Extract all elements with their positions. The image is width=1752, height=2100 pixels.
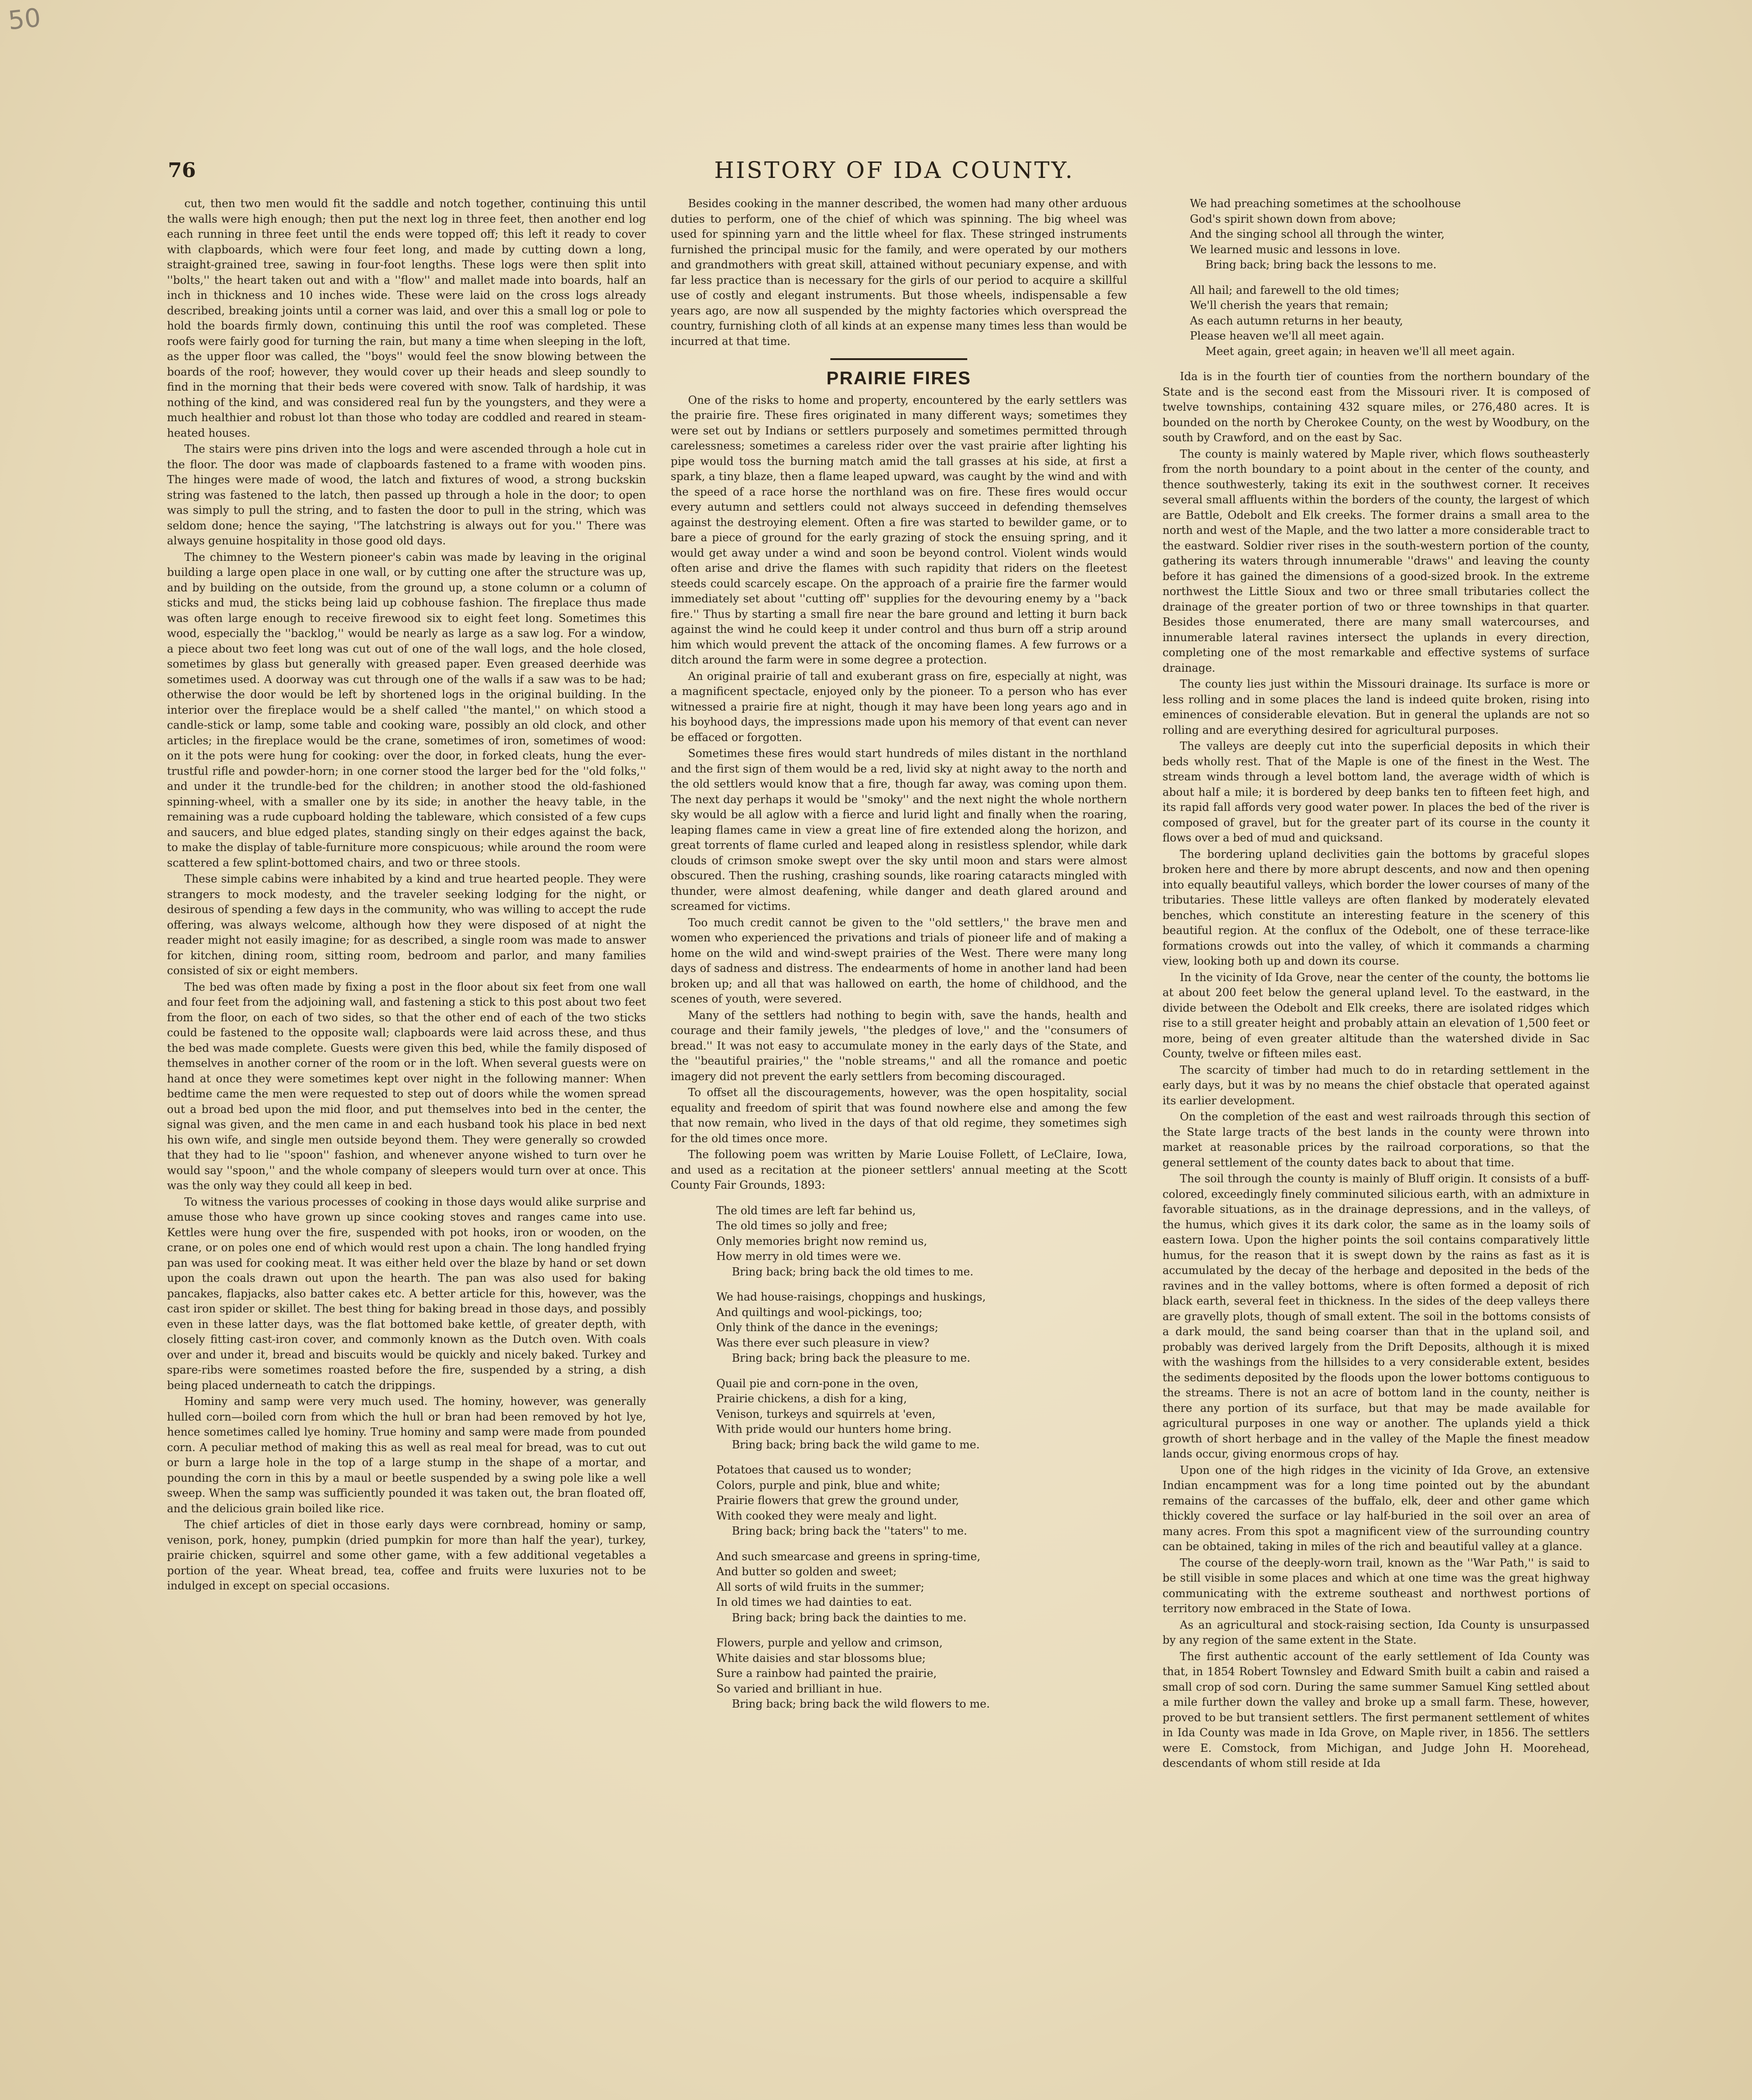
poem — [716, 1203, 1127, 1712]
paragraph: Hominy and samp were very much used. The hominy, however, was generally hulled corn—boiled corn from which the hull or bran had been removed by hot lye, hence sometimes called lye hominy. True hominy and samp were made from pounded corn. A peculiar method of making this as well as real meal for bread, was to cut out or burn a large hole in the top of a large stump in the shape of a mortar, and pounding the corn in this by a maul or beetle suspended by a swing pole like a well sweep. When the samp was sufficiently pounded it was taken out, the bran floated off, and the delicious grain boiled like rice. — [167, 1395, 646, 1515]
paragraph: cut, then two men would fit the saddle and notch together, continuing this until the walls were high enough; then put the next log in three feet, then another end log each running in three feet until the ends were topped off; this left it ready to cover with clapboards, which were four feet long, and made by cutting down a long, straight-grained tree, sawing in four-foot lengths. These logs were then split into ''bolts,'' the heart taken out and with a ''flow'' and mallet made into boards, half an inch in thickness and 10 inches wide. These were laid on the cross logs already described, breaking joints until a corner was laid, and over this a small log or pole to hold the boards firmly down, continuing this until the roof was completed. These roofs were fairly good for turning the rain, but many a time when sleeping in the loft, as the upper floor was called, the ''boys'' would feel the snow blowing between the boards of the roof; however, they would cover up their heads and sleep soundly to find in the morning that their beds were covered with snow. Talk of hardship, it was nothing of the kind, and was considered real fun by the youngsters, and they were a much healthier and robust lot than those who today are coddled and reared in steam-heated houses. — [167, 197, 646, 439]
paragraph: Upon one of the high ridges in the vicinity of Ida Grove, an extensive Indian encampment was for a long time pointed out by the abundant remains of the carcasses of the buffalo, elk, deer and other game which thickly covered the surface or lay half-buried in the soil over an area of many acres. From this spot a magnificent view of the surrounding country can be obtained, taking in miles of the rich and beautiful valley at a glance. — [1163, 1463, 1590, 1553]
poem-line: In old times we had dainties to eat. — [716, 1596, 912, 1609]
margin-annotation: 50 — [6, 3, 42, 36]
paragraph: In the vicinity of Ida Grove, near the center of the county, the bottoms lie at about 200 feet below the general upland level. To the eastward, in the divide between the Odebolt and Elk creeks, there are isolated ridges which rise to a still greater height and probably attain an elevation of 1,500 feet or more, being of even greater altitude than the watershed divide in Sac County, twelve or fifteen miles east. — [1163, 971, 1590, 1060]
section-title: PRAIRIE FIRES — [826, 368, 971, 388]
paragraph: The bed was often made by fixing a post in the floor about six feet from one wall and four feet from the adjoining wall, and fastening a stick to this post about two feet from the floor, on each of two sides, so that the other end of each of the two sticks could be fastened to the opposite wall; clapboards were laid across these, and thus the bed was made complete. Guests were given this bed, while the family disposed of themselves in another corner of the room or in the loft. When several guests were on hand at once they were sometimes kept over night in the following manner: When bedtime came the men were requested to step out of doors while the women spread out a broad bed upon the mid floor, and put themselves into bed in the center, the signal was given, and the men came in and each husband took his place in bed next his own wife, and single men outside beyond them. They were generally so crowded that they had to lie ''spoon'' fashion, and whenever anyone wished to turn over he would say ''spoon,'' and the whole company of sleepers would turn over at once. This was the only way they could all keep in bed. — [167, 980, 646, 1192]
poem-line: The old times are left far behind us, — [716, 1204, 916, 1217]
poem-stanza — [716, 1290, 1127, 1366]
paragraph: Besides cooking in the manner described, the women had many other arduous duties to perform, one of the chief of which was spinning. The big wheel was used for spinning yarn and the little wheel for flax. These stringed instruments furnished the principal music for the family, and were operated by our mothers and grandmothers with great skill, attained without pecuniary expense, and with far less practice than is necessary for the girls of our period to acquire a skillful use of costly and elegant instruments. But those wheels, indispensable a few years ago, are now all suspended by the mighty factories which overspread the country, furnishing cloth of all kinds at an expense many times less than would be incurred at that time. — [671, 197, 1127, 348]
poem-line: And butter so golden and sweet; — [716, 1565, 897, 1578]
poem-line: All hail; and farewell to the old times; — [1190, 283, 1399, 297]
paragraph: The course of the deeply-worn trail, known as the ''War Path,'' is said to be still visible in some places and which at one time was the great highway communicating with the extreme southeast and northwest portions of territory now embraced in the State of Iowa. — [1163, 1556, 1590, 1615]
poem-line: Please heaven we'll all meet again. — [1190, 329, 1385, 342]
paragraph: Sometimes these fires would start hundreds of miles distant in the northland and the first sign of them would be a red, livid sky at night away to the north and the old settlers would know that a fire, though far away, was coming upon them. The next day perhaps it would be ''smoky'' and the next night the whole northern sky would be all aglow with a fierce and lurid light and finally when the roaring, leaping flames came in view a great line of fire extended along the horizon, and great torrents of flame curled and leaped along in resistless splendor, while dark clouds of crimson smoke swept over the sky until moon and stars were almost obscured. Then the rushing, crashing sounds, like roaring cataracts mingled with thunder, were almost deafening, while danger and death glared around and screamed for victims. — [671, 747, 1127, 913]
section-rule — [830, 358, 967, 360]
middle-body — [671, 393, 1127, 1193]
poem-stanza — [716, 1463, 1127, 1539]
paragraph: The county is mainly watered by Maple river, which flows southeasterly from the north boundary to a point about in the center of the county, and thence southwesterly, taking its exit in the southwest corner. It receives several small affluents within the borders of the county, the largest of which are Battle, Odebolt and Elk creeks. The former drains a small area to the north and west of the Maple, and the two latter a more considerable tract to the eastward. Soldier river rises in the south-western portion of the county, gathering its waters through innumerable ''draws'' and leaving the county before it has gained the dimensions of a good-sized brook. In the extreme northwest the Little Sioux and two or three small tributaries collect the drainage of the greater portion of two or three townships in that quarter. Besides those enumerated, there are many small watercourses, and innumerable lateral ravines intersect the uplands in every direction, completing one of the most remarkable and effective systems of surface drainage. — [1163, 447, 1590, 674]
poem-line: We'll cherish the years that remain; — [1190, 299, 1389, 312]
poem-line: With pride would our hunters home bring. — [716, 1423, 952, 1436]
poem-line: We had house-raisings, choppings and huskings, — [716, 1290, 986, 1303]
paragraph: The chief articles of diet in those early days were cornbread, hominy or samp, venison, pork, honey, pumpkin (dried pumpkin for more than half the year), turkey, prairie chicken, squirrel and some other game, with a few additional vegetables a portion of the year. Wheat bread, tea, coffee and fruits were luxuries not to be indulged in except on special occasions. — [167, 1518, 646, 1592]
running-head: HISTORY OF IDA COUNTY. — [714, 157, 1074, 183]
poem-stanza — [716, 1376, 1127, 1453]
poem-line: How merry in old times were we. — [716, 1250, 902, 1263]
poem-line: Colors, purple and pink, blue and white; — [716, 1478, 940, 1492]
poem-stanza — [716, 1635, 1127, 1712]
paragraph: The stairs were pins driven into the logs and were ascended through a hole cut in the floor. The door was made of clapboards fastened to a frame with wooden pins. The hinges were made of wood, the latch and fixtures of wood, a strong buckskin string was fastened to the latch, then passed up through a hole in the door; to open was simply to pull the string, and to fasten the door to pull in the string, which was seldom done; hence the saying, ''The latchstring is always out for you.'' There was always genuine hospitality in those good old days. — [167, 443, 646, 547]
paragraph: Too much credit cannot be given to the ''old settlers,'' the brave men and women who experienced the privations and trials of pioneer life and of making a home on the wild and wind-swept prairies of the West. There were many long days of sadness and distress. The endearments of home in another land had been broken up; and all that was hallowed on earth, the home of childhood, and the scenes of youth, were severed. — [671, 916, 1127, 1005]
paragraph: Ida is in the fourth tier of counties from the northern boundary of the State and is the second east from the Missouri river. It is composed of twelve townships, containing 432 square miles, or 276,480 acres. It is bounded on the north by Cherokee County, on the west by Woodbury, on the south by Crawford, and on the east by Sac. — [1163, 370, 1590, 444]
poem-line: White daisies and star blossoms blue; — [716, 1651, 926, 1665]
poem-line: Bring back; bring back the ''taters'' to me. — [732, 1525, 967, 1537]
poem-line: Bring back; bring back the wild game to me. — [732, 1438, 980, 1451]
poem-line: And such smearcase and greens in spring-time, — [716, 1550, 980, 1563]
poem-line: We learned music and lessons in love. — [1190, 243, 1401, 256]
paragraph: These simple cabins were inhabited by a kind and true hearted people. They were strangers to mock modesty, and the traveler seeking lodging for the night, or desirous of spending a few days in the community, who was willing to accept the rude offering, was always welcome, although how they were disposed of at night the reader might not easily imagine; for as described, a single room was made to answer for kitchen, dining room, sitting room, bedroom and parlor, and many families consisted of six or eight members. — [167, 872, 646, 977]
poem-stanza — [716, 1549, 1127, 1626]
paragraph: On the completion of the east and west railroads through this section of the State large tracts of the best lands in the county were thrown into market at reasonable prices by the railroad corporations, so that the general settlement of the county dates back to about that time. — [1163, 1110, 1590, 1169]
poem-line: Meet again, greet again; in heaven we'll all meet again. — [1205, 345, 1515, 358]
poem-stanza — [716, 1203, 1127, 1280]
paragraph: One of the risks to home and property, encountered by the early settlers was the prairie fire. These fires originated in many different ways; sometimes they were set out by Indians or settlers purposely and sometimes permitted through carelessness; sometimes a careless rider over the vast prairie after lighting his pipe would toss the burning match amid the tall grasses at his side, at first a spark, a tiny blaze, then a flame leaped upward, was caught by the wind and with the speed of a race horse the northland was on fire. These fires would occur every autumn and settlers could not always succeed in defending themselves against the destroying element. Often a fire was started to bewilder game, or to bare a piece of ground for the early grazing of stock the ensuing spring, and it would get away under a wind and soon be beyond control. Violent winds would often arise and drive the flames with such rapidity that riders on the fleetest steeds could scarcely escape. On the approach of a prairie fire the farmer would immediately set about ''cutting off'' supplies for the devouring enemy by a ''back fire.'' Thus by starting a small fire near the bare ground and letting it burn back against the wind he could keep it under control and thus burn off a strip around him which would prevent the attack of the oncoming flames. A few furrows or a ditch around the farm were in some degree a protection. — [671, 393, 1127, 666]
paragraph: The scarcity of timber had much to do in retarding settlement in the early days, but it was by no means the chief obstacle that operated against its earlier development. — [1163, 1063, 1590, 1107]
paragraph: The bordering upland declivities gain the bottoms by graceful slopes broken here and there by more abrupt descents, and now and then opening into equally beautiful valleys, which border the lower courses of many of the tributaries. These little valleys are often flanked by moderately elevated benches, which constitute an interesting feature in the scenery of this beautiful region. At the conflux of the Odebolt, one of these terrace-like formations crowds out into the valley, of which it commands a charming view, looking both up and down its course. — [1163, 847, 1590, 967]
poem-line: So varied and brilliant in hue. — [716, 1682, 882, 1695]
paragraph: Many of the settlers had nothing to begin with, save the hands, health and courage and their family jewels, ''the pledges of love,'' and the ''consumers of bread.'' It was not easy to accumulate money in the early days of the State, and the ''beautiful prairies,'' the ''noble streams,'' and all the romance and poetic imagery did not prevent the early settlers from becoming discouraged. — [671, 1008, 1127, 1083]
poem-line: Bring back; bring back the lessons to me. — [1205, 258, 1437, 271]
poem-line: Quail pie and corn-pone in the oven, — [716, 1377, 919, 1390]
poem-line: As each autumn returns in her beauty, — [1190, 314, 1403, 327]
poem-line: The old times so jolly and free; — [716, 1219, 888, 1232]
paragraph: The soil through the county is mainly of Bluff origin. It consists of a buff-colored, exceedingly finely comminuted silicious earth, with an admixture in favorable situations, as in the drainage depressions, and in the valleys, of the humus, which gives it its dark color, the same as in the loamy soils of eastern Iowa. Upon the higher points the soil contains comparatively little humus, for the reason that it is swept down by the rains as fast as it is accumulated by the decay of the herbage and deposited in the beds of the ravines and in the valley bottoms, where is often formed a deposit of rich black earth, several feet in thickness. In the sides of the deep valleys there are gravelly plots, though of small extent. The soil in the bottoms consists of a dark mould, the sand being coarser than that in the upland soil, and probably was derived largely from the Drift Deposits, although it is mixed with the washings from the hillsides to a very considerable extent, besides the sediments deposited by the floods upon the lower bottoms contiguous to the streams. There is not an acre of bottom land in the county, neither is there any portion of its surface, but that may be made available for agricultural purposes in one way or another. The uplands yield a thick growth of short herbage and in the valley of the Maple the finest meadow lands occur, giving enormous crops of hay. — [1163, 1172, 1590, 1460]
poem-line: Bring back; bring back the old times to me. — [732, 1265, 974, 1278]
poem-line: Bring back; bring back the pleasure to me. — [732, 1352, 970, 1364]
poem-line: Bring back; bring back the wild flowers to me. — [732, 1698, 990, 1710]
paragraph: The chimney to the Western pioneer's cabin was made by leaving in the original building a large open place in one wall, or by cutting one after the structure was up, and by building on the outside, from the ground up, a stone column or a column of sticks and mud, the sticks being laid up cobhouse fashion. The fireplace thus made was often large enough to receive firewood six to eight feet long. Sometimes this wood, especially the ''backlog,'' would be nearly as large as a saw log. For a window, a piece about two feet long was cut out of one of the wall logs, and the hole closed, sometimes by glass but generally with greased paper. Even greased deerhide was sometimes used. A doorway was cut through one of the walls if a saw was to be had; otherwise the door would be left by shortened logs in the original building. In the interior over the fireplace would be a shelf called ''the mantel,'' on which stood a candle-stick or lamp, some table and cooking ware, possibly an old clock, and other articles; in the fireplace would be the crane, sometimes of iron, sometimes of wood: on it the pots were hung for cooking: over the door, in forked cleats, hung the ever-trustful rifle and powder-horn; in one corner stood the larger bed for the ''old folks,'' and under it the trundle-bed for the children; in another stood the old-fashioned spinning-wheel, with a smaller one by its side; in another the heavy table, in the remaining was a rude cupboard holding the tableware, which consisted of a few cups and saucers, and blue edged plates, standing singly on their edges against the back, to make the display of table-furniture more conspicuous; while around the room were scattered a few splint-bottomed chairs, and two or three stools. — [167, 550, 646, 869]
page-number: 76 — [168, 159, 196, 182]
paragraph: To offset all the discouragements, however, was the open hospitality, social equality and freedom of spirit that was found nowhere else and among the few that now remain, who lived in the days of that old regime, they sometimes sigh for the old times once more. — [671, 1086, 1127, 1145]
paragraph: The first authentic account of the early settlement of Ida County was that, in 1854 Robert Townsley and Edward Smith built a cabin and raised a small crop of sod corn. During the same summer Samuel King settled about a mile further down the valley and broke up a small farm. These, however, proved to be but transient settlers. The first permanent settlement of whites in Ida County was made in Ida Grove, on Maple river, in 1856. The settlers were E. Comstock, from Michigan, and Judge John H. Moorehead, descendants of whom still reside at Ida — [1163, 1650, 1590, 1770]
poem-line: And the singing school all through the winter, — [1190, 228, 1445, 240]
middle-column — [671, 196, 1127, 1722]
poem-line: All sorts of wild fruits in the summer; — [716, 1580, 924, 1593]
poem-line: Potatoes that caused us to wonder; — [716, 1463, 912, 1476]
middle-intro — [671, 196, 1127, 349]
poem-line: Sure a rainbow had painted the prairie, — [716, 1667, 937, 1680]
poem-line: We had preaching sometimes at the schoolhouse — [1190, 197, 1461, 210]
poem-stanza — [1190, 283, 1590, 360]
poem-line: Was there ever such pleasure in view? — [716, 1336, 930, 1349]
poem-line: Prairie chickens, a dish for a king, — [716, 1392, 907, 1405]
paragraph: The county lies just within the Missouri drainage. Its surface is more or less rolling and in some places the land is indeed quite broken, rising into eminences of considerable elevation. But in general the uplands are not so rolling and are everything desired for agricultural purposes. — [1163, 678, 1590, 737]
paragraph: The following poem was written by Marie Louise Follett, of LeClaire, Iowa, and used as a recitation at the pioneer settlers' annual meeting at the Scott County Fair Grounds, 1893: — [671, 1148, 1127, 1191]
poem-line: Only memories bright now remind us, — [716, 1234, 928, 1248]
paragraph: To witness the various processes of cooking in those days would alike surprise and amuse those who have grown up since cooking stoves and ranges came into use. Kettles were hung over the fire, suspended with pot hooks, iron or wooden, on the crane, or on poles one end of which would rest upon a chain. The long handled frying pan was used for cooking meat. It was either held over the blaze by hand or set down upon the coals drawn out upon the hearth. The pan was also used for baking pancakes, flapjacks, also batter cakes etc. A better article for this, however, was the cast iron spider or skillet. The best thing for baking bread in those days, and possibly even in these latter days, was the flat bottomed bake kettle, of greater depth, with closely fitting cast-iron cover, and commonly known as the Dutch oven. With coals over and under it, bread and biscuits would be quickly and nicely baked. Turkey and spare-ribs were sometimes roasted before the fire, suspended by a string, a dish being placed underneath to catch the drippings. — [167, 1195, 646, 1392]
left-column — [167, 196, 646, 1595]
poem-continued — [1190, 196, 1590, 359]
poem-line: Venison, turkeys and squirrels at 'even, — [716, 1407, 936, 1421]
paragraph: An original prairie of tall and exuberant grass on fire, especially at night, was a magnificent spectacle, enjoyed only by the pioneer. To a person who has ever witnessed a prairie fire at night, though it may have been long years ago and in his boyhood days, the impressions made upon his memory of that event can never be effaced or forgotten. — [671, 669, 1127, 744]
poem-line: And quiltings and wool-pickings, too; — [716, 1306, 923, 1319]
paragraph: The valleys are deeply cut into the superficial deposits in which their beds wholly rest. That of the Maple is one of the finest in the West. The stream winds through a level bottom land, the average width of which is about half a mile; it is bordered by deep banks ten to fifteen feet high, and its rapid fall affords very good water power. In places the bed of the river is composed of gravel, but for the greater part of its course in the county it flows over a bed of mud and quicksand. — [1163, 740, 1590, 844]
poem-line: Flowers, purple and yellow and crimson, — [716, 1636, 943, 1649]
right-body — [1163, 369, 1590, 1771]
poem-line: Only think of the dance in the evenings; — [716, 1321, 939, 1334]
right-column — [1163, 196, 1590, 1772]
poem-line: With cooked they were mealy and light. — [716, 1509, 937, 1522]
poem-line: God's spirit shown down from above; — [1190, 212, 1396, 225]
poem-stanza — [1190, 196, 1590, 273]
poem-line: Bring back; bring back the dainties to me. — [732, 1611, 967, 1624]
paragraph: As an agricultural and stock-raising section, Ida County is unsurpassed by any region of the same extent in the State. — [1163, 1618, 1590, 1646]
poem-line: Prairie flowers that grew the ground under, — [716, 1494, 959, 1507]
